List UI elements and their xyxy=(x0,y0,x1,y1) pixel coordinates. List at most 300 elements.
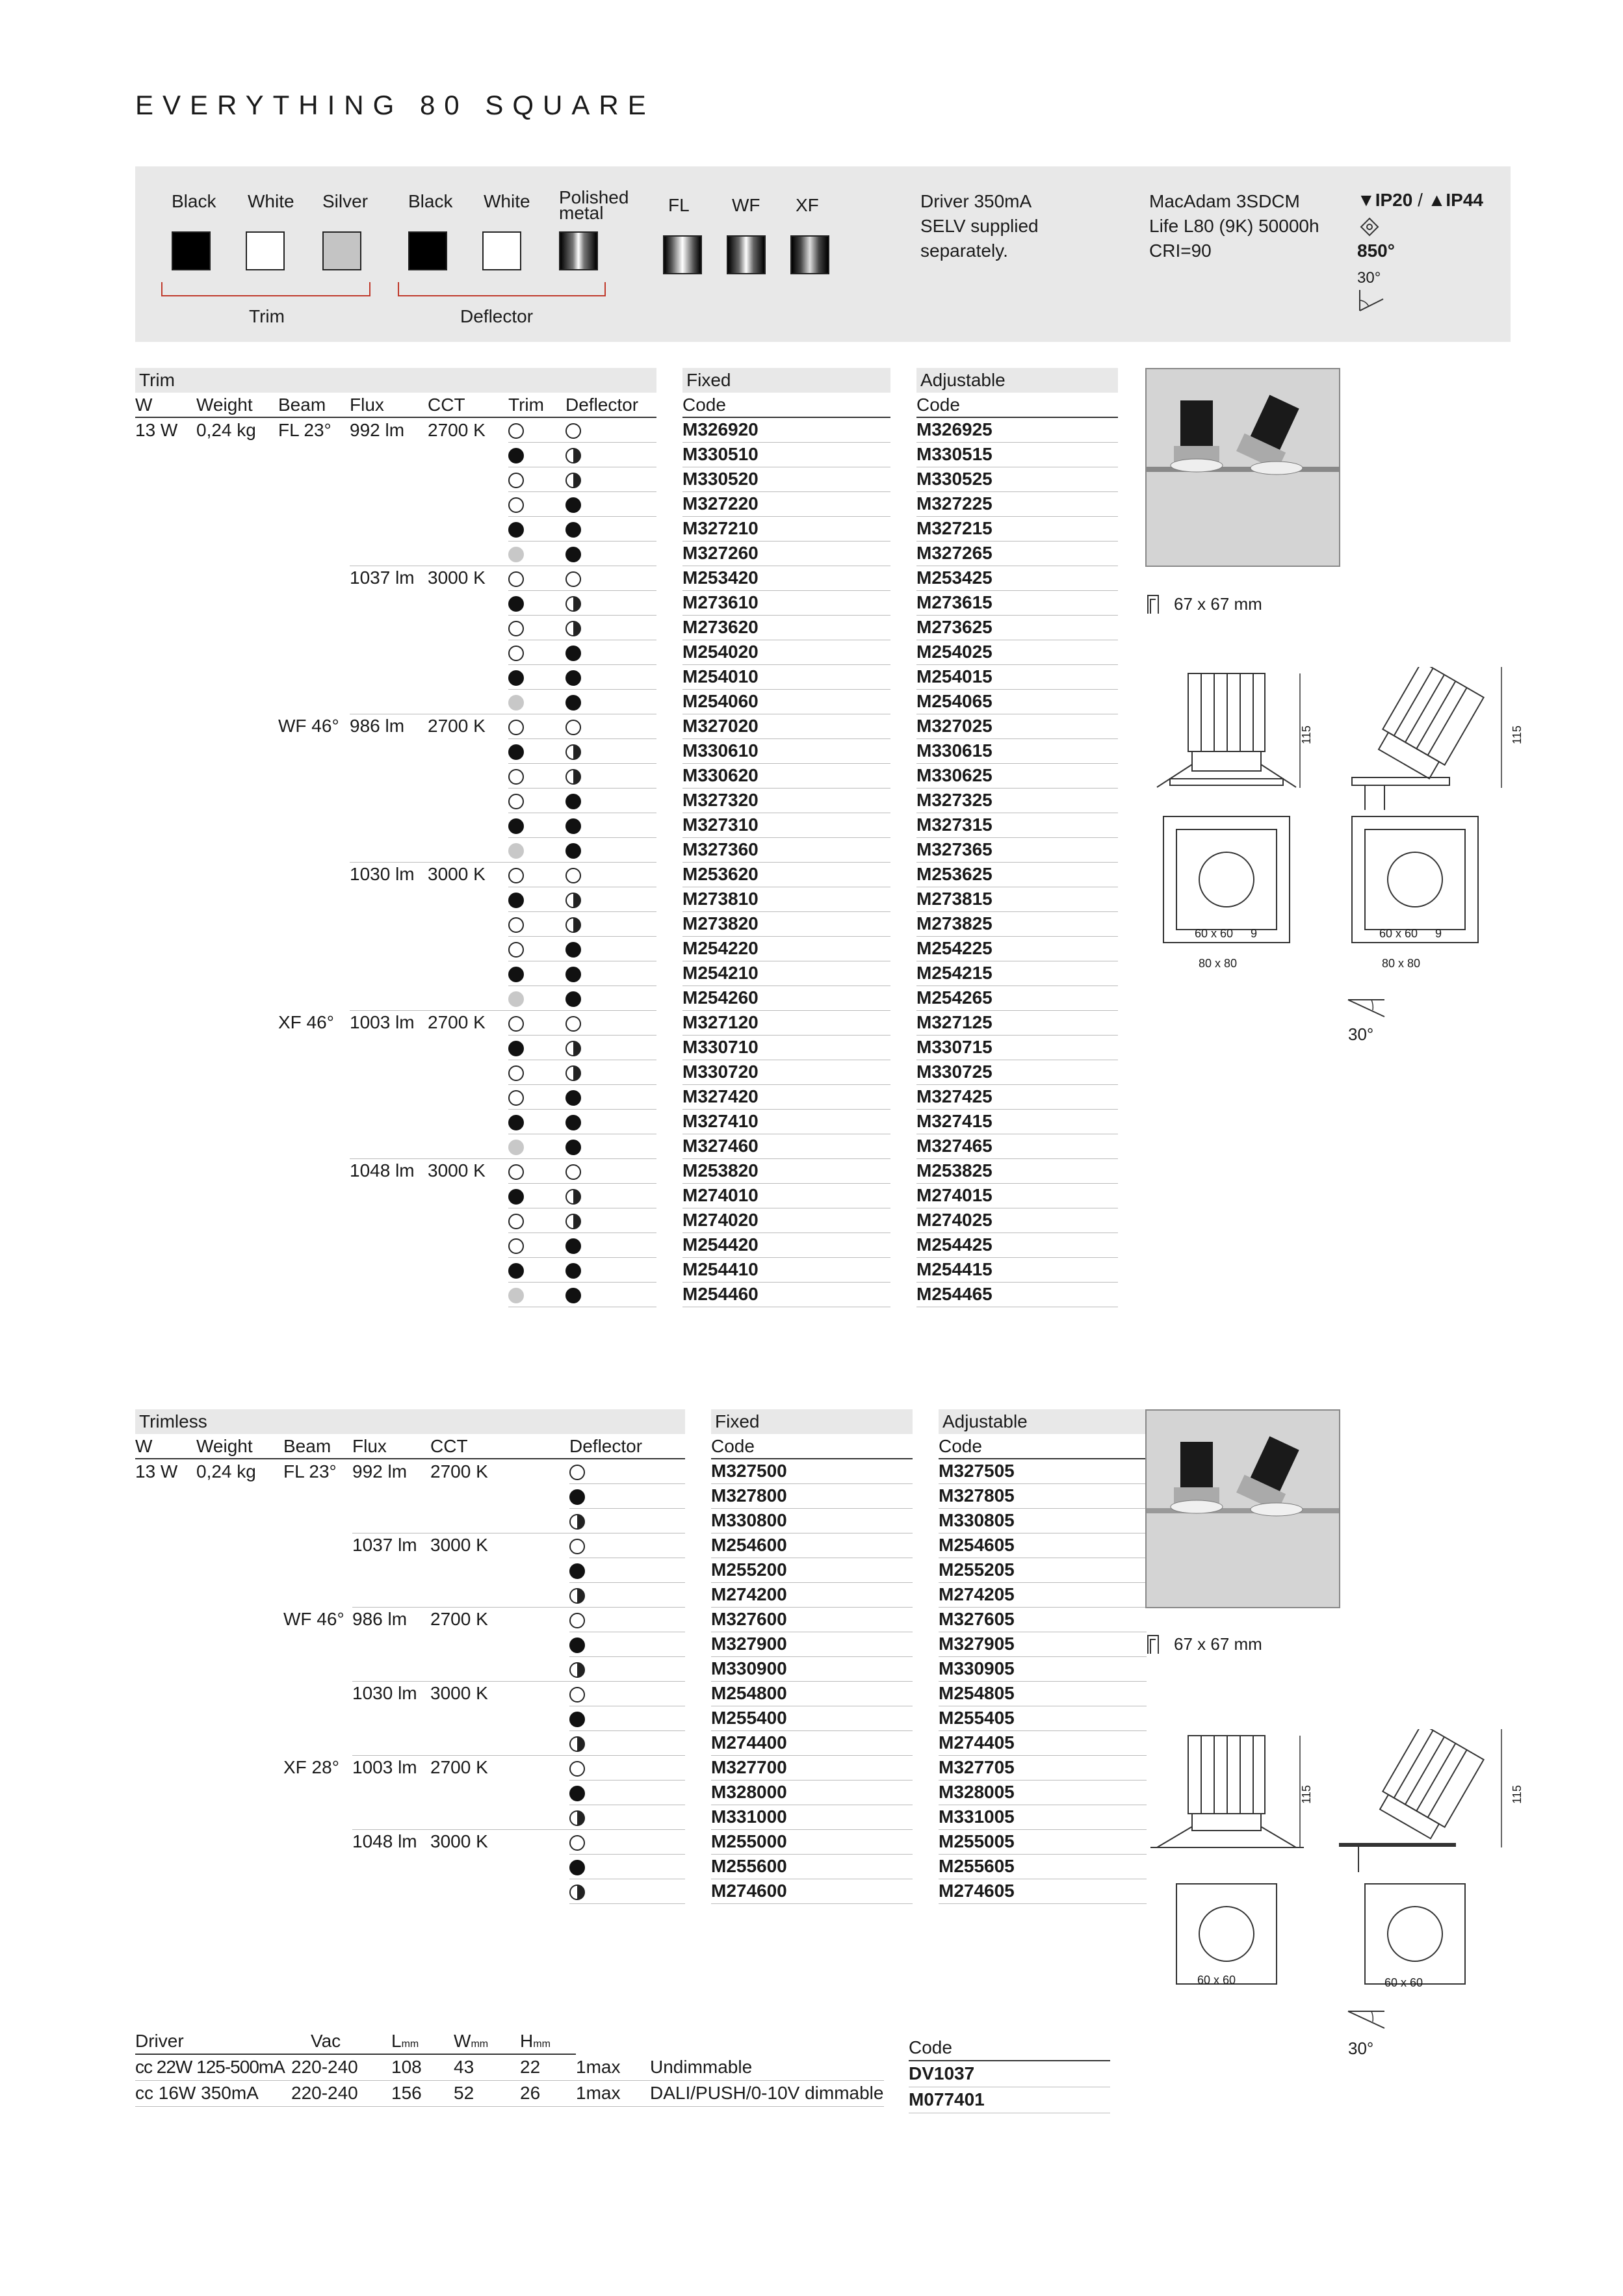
table-row xyxy=(135,1282,1118,1307)
cell-weight xyxy=(196,1233,278,1257)
cell-flux xyxy=(350,911,428,936)
spacer xyxy=(890,1084,916,1109)
black-dot-icon xyxy=(565,794,581,809)
spacer xyxy=(890,541,916,566)
cell-flux xyxy=(352,1483,430,1508)
cell-beam xyxy=(278,640,350,664)
cell-fixed-code: M253820 xyxy=(682,1158,890,1183)
cell-deflector xyxy=(565,689,656,714)
cell-deflector xyxy=(569,1508,685,1533)
spacer xyxy=(890,615,916,640)
cell-adj-code: M273815 xyxy=(916,887,1118,911)
beam-label-wf: WF xyxy=(732,195,760,215)
cell-deflector xyxy=(565,813,656,837)
cell-beam xyxy=(278,442,350,467)
cell-weight xyxy=(196,936,278,961)
glow-wire-temp: 850° xyxy=(1357,241,1395,261)
cell-weight xyxy=(196,491,278,516)
cell-cct xyxy=(428,1109,508,1134)
cell-beam xyxy=(278,1035,350,1060)
polished-dot-icon xyxy=(569,1662,585,1678)
cell-adj-code: M327805 xyxy=(939,1483,1147,1508)
cell-flux xyxy=(350,664,428,689)
cell-w xyxy=(135,689,196,714)
table-row xyxy=(135,1755,1147,1780)
black-dot-icon xyxy=(565,1140,581,1155)
tilt-label: 30° xyxy=(1357,269,1381,287)
cell-trim xyxy=(508,911,565,936)
cell-flux: 1048 lm xyxy=(350,1158,428,1183)
trim-adj-dim-lip: 9 xyxy=(1435,927,1442,940)
triangle-down-icon: ▼ xyxy=(1357,190,1375,210)
cell-w xyxy=(135,1084,196,1109)
spacer xyxy=(890,664,916,689)
polished-dot-icon xyxy=(565,917,581,933)
cell-beam xyxy=(278,1134,350,1158)
spacer xyxy=(890,985,916,1010)
cell-weight xyxy=(196,1607,283,1632)
cell-adj-code: M326925 xyxy=(916,417,1118,442)
black-dot-icon xyxy=(508,893,524,908)
polished-dot-icon xyxy=(565,769,581,785)
col-weight: Weight xyxy=(196,1434,283,1459)
cell-fixed-code: M327410 xyxy=(682,1109,890,1134)
cell-cct: 2700 K xyxy=(428,419,486,440)
cell-trim xyxy=(508,837,565,862)
cell-w xyxy=(135,1558,196,1582)
white-dot-icon xyxy=(565,868,581,883)
spacer xyxy=(913,1508,939,1533)
cell-adj-code: M330715 xyxy=(916,1035,1118,1060)
deflector-color-label-black: Black xyxy=(408,191,453,211)
cell-w xyxy=(135,837,196,862)
table-row xyxy=(135,1730,1147,1755)
white-dot-icon xyxy=(508,794,524,809)
white-dot-icon xyxy=(569,1613,585,1628)
cell-flux xyxy=(352,1780,430,1805)
cell-trim xyxy=(508,862,565,887)
spacer xyxy=(913,1656,939,1681)
trimless-adjustable-drawing xyxy=(1339,1729,1521,1992)
cell-trim xyxy=(508,763,565,788)
cell-w xyxy=(135,911,196,936)
cell-deflector xyxy=(569,1558,685,1582)
driver-note-3: separately. xyxy=(920,241,1008,261)
cell-fixed-code: M253620 xyxy=(682,862,890,887)
cell-flux xyxy=(350,936,428,961)
table-row xyxy=(135,417,1118,442)
spacer xyxy=(890,1158,916,1183)
cell-beam xyxy=(278,615,350,640)
cell-adj-code: M254605 xyxy=(939,1533,1147,1558)
cell-w xyxy=(135,985,196,1010)
driver-code-header: Code xyxy=(909,2035,1110,2061)
cell-flux: 1048 lm xyxy=(352,1829,430,1854)
black-dot-icon xyxy=(565,670,581,686)
cell-flux xyxy=(352,1632,430,1656)
cell-fixed-code: M274020 xyxy=(682,1208,890,1233)
white-dot-icon xyxy=(565,423,581,439)
cell-adj-code: M327225 xyxy=(916,491,1118,516)
white-dot-icon xyxy=(508,868,524,883)
cell-trim xyxy=(508,961,565,985)
tilt-icon xyxy=(1345,2009,1391,2038)
white-dot-icon xyxy=(508,1016,524,1032)
cell-adj-code: M274025 xyxy=(916,1208,1118,1233)
cell-cct xyxy=(430,1582,569,1607)
white-dot-icon xyxy=(565,1164,581,1180)
cell-cct xyxy=(428,640,508,664)
cell-weight xyxy=(196,1483,283,1508)
spacer xyxy=(656,664,682,689)
spacer xyxy=(656,689,682,714)
cell-adj-code: M327025 xyxy=(916,714,1118,738)
table-row xyxy=(135,1233,1118,1257)
cell-fixed-code: M330620 xyxy=(682,763,890,788)
tilt-icon xyxy=(1345,997,1391,1026)
black-dot-icon xyxy=(565,991,581,1007)
cell-deflector xyxy=(569,1681,685,1706)
trim-color-label-white: White xyxy=(248,191,294,211)
cell-cct xyxy=(428,1183,508,1208)
cell-deflector xyxy=(565,1158,656,1183)
trim-swatch-white xyxy=(246,231,285,270)
table-row xyxy=(135,961,1118,985)
col-beam: Beam xyxy=(283,1434,352,1459)
cell-beam xyxy=(283,1508,352,1533)
cell-adj-code: M330805 xyxy=(939,1508,1147,1533)
cell-cct xyxy=(428,738,508,763)
glow-wire-icon xyxy=(1360,217,1379,240)
cell-beam xyxy=(278,813,350,837)
spacer xyxy=(890,689,916,714)
cell-cct xyxy=(428,1060,508,1084)
col-fixed-code: Code xyxy=(682,393,890,417)
cell-adj-code: M254025 xyxy=(916,640,1118,664)
deflector-swatch-white xyxy=(482,231,521,270)
cell-beam: WF 46° xyxy=(278,716,339,736)
cell-w xyxy=(135,813,196,837)
white-dot-icon xyxy=(508,1214,524,1229)
polished-dot-icon xyxy=(569,1885,585,1900)
spacer xyxy=(656,738,682,763)
cell-weight xyxy=(196,837,278,862)
cell-weight xyxy=(196,1755,283,1780)
table-row xyxy=(135,1183,1118,1208)
cell-trim xyxy=(508,1060,565,1084)
table-row xyxy=(135,491,1118,516)
cell-adj-code: M253425 xyxy=(916,566,1118,590)
cell-weight xyxy=(196,442,278,467)
cell-adj-code: M327465 xyxy=(916,1134,1118,1158)
ip-rating: ▼IP20 / ▲IP44 xyxy=(1357,190,1483,210)
silver-dot-icon xyxy=(508,843,524,859)
cell-trim xyxy=(508,1183,565,1208)
white-dot-icon xyxy=(569,1687,585,1702)
cell-weight xyxy=(196,911,278,936)
cell-w: 13 W xyxy=(135,419,178,440)
table-row xyxy=(135,615,1118,640)
cell-deflector xyxy=(569,1706,685,1730)
spacer xyxy=(913,1854,939,1879)
cell-flux xyxy=(350,887,428,911)
cell-weight: 0,24 kg xyxy=(196,419,256,440)
spacer xyxy=(656,813,682,837)
driver-col-w: Wmm xyxy=(454,2028,520,2054)
spacer xyxy=(656,1208,682,1233)
cell-cct xyxy=(430,1879,569,1903)
cell-weight xyxy=(196,1780,283,1805)
cell-beam xyxy=(278,1257,350,1282)
cell-cct xyxy=(430,1780,569,1805)
cell-flux xyxy=(352,1730,430,1755)
cell-deflector xyxy=(569,1829,685,1854)
black-dot-icon xyxy=(565,818,581,834)
trimless-product-photo xyxy=(1145,1409,1340,1608)
cell-trim xyxy=(508,813,565,837)
col-adj-code: Code xyxy=(939,1434,1147,1459)
cell-flux: 1003 lm xyxy=(350,1010,428,1035)
cell-cct xyxy=(430,1656,569,1681)
spacer xyxy=(656,1134,682,1158)
white-dot-icon xyxy=(508,917,524,933)
cell-flux xyxy=(350,1084,428,1109)
trim-product-photo xyxy=(1145,368,1340,567)
cell-deflector xyxy=(565,566,656,590)
white-dot-icon xyxy=(508,423,524,439)
table-row xyxy=(135,590,1118,615)
cell-weight xyxy=(196,1558,283,1582)
table-row xyxy=(135,689,1118,714)
white-dot-icon xyxy=(508,769,524,785)
driver-row: cc 22W 125-500mA 220-240 108 43 22 1max Undimmable xyxy=(135,2054,884,2080)
cell-cct xyxy=(430,1706,569,1730)
spacer xyxy=(890,1208,916,1233)
polished-dot-icon xyxy=(565,744,581,760)
cell-beam xyxy=(278,738,350,763)
polished-dot-icon xyxy=(565,596,581,612)
cell-weight xyxy=(196,1208,278,1233)
spacer xyxy=(685,1730,711,1755)
tilt-value: 30° xyxy=(1348,1024,1374,1044)
cell-flux: 1030 lm xyxy=(350,862,428,887)
silver-dot-icon xyxy=(508,1140,524,1155)
driver-code: DV1037 xyxy=(909,2061,1110,2087)
driver-note-2: SELV supplied xyxy=(920,216,1039,236)
polished-dot-icon xyxy=(565,1065,581,1081)
beam-icon-xf xyxy=(790,235,829,274)
spacer xyxy=(685,1706,711,1730)
cell-adj-code: M328005 xyxy=(939,1780,1147,1805)
cell-w xyxy=(135,1854,196,1879)
cell-cct xyxy=(430,1508,569,1533)
cell-adj-code: M274015 xyxy=(916,1183,1118,1208)
cell-w xyxy=(135,1010,196,1035)
cell-deflector xyxy=(565,1208,656,1233)
spacer xyxy=(913,1805,939,1829)
table-row xyxy=(135,516,1118,541)
cell-beam xyxy=(278,1158,350,1183)
cell-fixed-code: M273810 xyxy=(682,887,890,911)
cell-fixed-code: M254460 xyxy=(682,1282,890,1307)
cell-adj-code: M253825 xyxy=(916,1158,1118,1183)
cell-trim xyxy=(508,1010,565,1035)
header-band xyxy=(135,166,1511,342)
cutout-icon xyxy=(1144,1630,1170,1660)
cell-deflector xyxy=(565,640,656,664)
cell-adj-code: M254265 xyxy=(916,985,1118,1010)
driver-row: cc 16W 350mA 220-240 156 52 26 1max DALI/PUSH/0-10V dimmable xyxy=(135,2080,884,2106)
spacer xyxy=(656,442,682,467)
cell-cct: 3000 K xyxy=(428,1158,508,1183)
cell-fixed-code: M254260 xyxy=(682,985,890,1010)
cell-cct xyxy=(430,1558,569,1582)
cell-flux xyxy=(350,640,428,664)
cell-beam xyxy=(283,1805,352,1829)
black-dot-icon xyxy=(565,1115,581,1130)
cell-beam xyxy=(278,467,350,491)
black-dot-icon xyxy=(569,1489,585,1505)
spacer xyxy=(656,714,682,738)
cell-w xyxy=(135,516,196,541)
cell-deflector xyxy=(565,1084,656,1109)
cell-fixed-code: M330520 xyxy=(682,467,890,491)
col-fixed-code: Code xyxy=(711,1434,913,1459)
cell-flux xyxy=(352,1582,430,1607)
cell-flux: 1003 lm xyxy=(352,1755,430,1780)
cell-flux xyxy=(350,1134,428,1158)
cell-beam xyxy=(278,911,350,936)
cell-deflector xyxy=(565,862,656,887)
white-dot-icon xyxy=(508,1238,524,1254)
cell-fixed-code: M331000 xyxy=(711,1805,913,1829)
cell-weight xyxy=(196,1656,283,1681)
trimless-adj-height-dim: 115 xyxy=(1510,1785,1524,1804)
cell-cct: 2700 K xyxy=(430,1755,569,1780)
spacer xyxy=(890,961,916,985)
cell-beam xyxy=(278,1233,350,1257)
cell-beam xyxy=(278,516,350,541)
cell-adj-code: M331005 xyxy=(939,1805,1147,1829)
cell-deflector xyxy=(569,1656,685,1681)
cell-deflector xyxy=(565,1183,656,1208)
cell-beam xyxy=(278,837,350,862)
table-row xyxy=(135,911,1118,936)
cell-adj-code: M254225 xyxy=(916,936,1118,961)
black-dot-icon xyxy=(569,1860,585,1875)
cell-flux xyxy=(350,541,428,566)
white-dot-icon xyxy=(508,621,524,636)
cell-adj-code: M255205 xyxy=(939,1558,1147,1582)
table-row xyxy=(135,862,1118,887)
cell-flux xyxy=(350,1060,428,1084)
spacer xyxy=(890,1060,916,1084)
cell-deflector xyxy=(565,887,656,911)
cell-fixed-code: M273820 xyxy=(682,911,890,936)
spacer xyxy=(656,541,682,566)
cell-beam xyxy=(283,1533,352,1558)
cell-weight xyxy=(196,961,278,985)
cell-weight xyxy=(196,1805,283,1829)
col-deflector: Deflector xyxy=(565,393,656,417)
cell-fixed-code: M254010 xyxy=(682,664,890,689)
table-row xyxy=(135,1459,1147,1483)
polished-dot-icon xyxy=(569,1588,585,1604)
cell-trim xyxy=(508,664,565,689)
spacer xyxy=(913,1780,939,1805)
white-dot-icon xyxy=(508,1065,524,1081)
cell-fixed-code: M327220 xyxy=(682,491,890,516)
table-row xyxy=(135,763,1118,788)
deflector-bracket xyxy=(398,282,606,296)
cell-cct: 2700 K xyxy=(428,1010,508,1035)
cell-weight xyxy=(196,1730,283,1755)
cell-weight xyxy=(196,1706,283,1730)
cell-deflector xyxy=(565,541,656,566)
cell-flux xyxy=(350,1208,428,1233)
table-row xyxy=(135,1060,1118,1084)
cell-cct xyxy=(428,491,508,516)
macadam-line-1: MacAdam 3SDCM xyxy=(1149,191,1300,211)
cell-cct xyxy=(430,1632,569,1656)
cell-flux xyxy=(350,516,428,541)
cell-weight xyxy=(196,467,278,491)
trimless-dim-inner: 60 x 60 xyxy=(1197,1974,1236,1987)
cell-adj-code: M330725 xyxy=(916,1060,1118,1084)
cell-w xyxy=(135,763,196,788)
cell-trim xyxy=(508,714,565,738)
deflector-color-label-white: White xyxy=(484,191,530,211)
table-row xyxy=(135,788,1118,813)
cell-adj-code: M255405 xyxy=(939,1706,1147,1730)
cell-beam xyxy=(278,1084,350,1109)
cell-w xyxy=(135,1208,196,1233)
spacer xyxy=(656,467,682,491)
spacer xyxy=(890,788,916,813)
white-dot-icon xyxy=(569,1465,585,1480)
table-row xyxy=(135,1257,1118,1282)
cell-fixed-code: M254020 xyxy=(682,640,890,664)
cell-weight xyxy=(196,714,278,738)
cell-flux xyxy=(350,813,428,837)
cell-cct xyxy=(428,615,508,640)
cell-beam xyxy=(278,985,350,1010)
cell-w xyxy=(135,1183,196,1208)
cell-cct xyxy=(428,961,508,985)
spacer xyxy=(913,1459,939,1483)
cell-adj-code: M327365 xyxy=(916,837,1118,862)
spacer xyxy=(685,1483,711,1508)
cell-beam xyxy=(278,590,350,615)
polished-dot-icon xyxy=(565,621,581,636)
cell-w xyxy=(135,1134,196,1158)
cell-deflector xyxy=(565,911,656,936)
cell-flux xyxy=(350,689,428,714)
cell-adj-code: M327505 xyxy=(939,1459,1147,1483)
white-dot-icon xyxy=(508,571,524,587)
cell-fixed-code: M330710 xyxy=(682,1035,890,1060)
cell-cct: 2700 K xyxy=(430,1607,569,1632)
cell-weight xyxy=(196,1084,278,1109)
spacer xyxy=(656,788,682,813)
tilt-angle-icon xyxy=(1357,287,1386,317)
cell-cct xyxy=(428,590,508,615)
spacer xyxy=(890,640,916,664)
cell-fixed-code: M254600 xyxy=(711,1533,913,1558)
spacer xyxy=(656,911,682,936)
cell-weight xyxy=(196,640,278,664)
table-row xyxy=(135,1208,1118,1233)
